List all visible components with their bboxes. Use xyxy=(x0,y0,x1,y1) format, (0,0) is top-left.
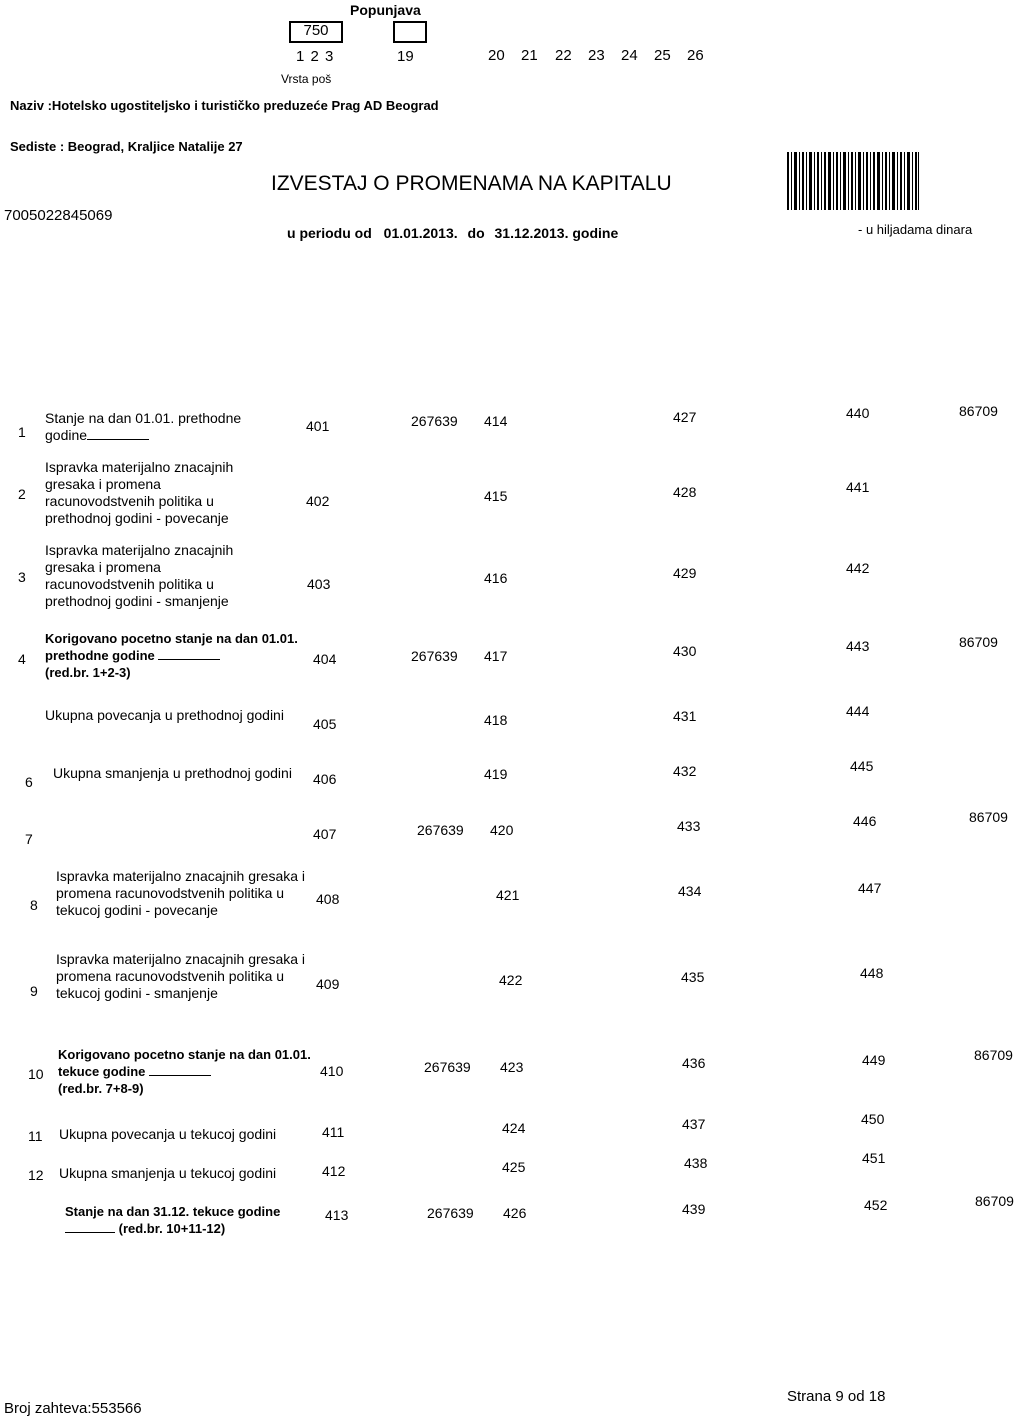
row-label: Ukupna smanjenja u prethodnoj godini xyxy=(53,765,292,781)
period-suffix: godine xyxy=(572,225,619,241)
code-col-3: 451 xyxy=(862,1150,886,1166)
code-col-3: 440 xyxy=(846,405,870,421)
code-col-2: 431 xyxy=(673,708,697,724)
code-col-3: 443 xyxy=(846,638,870,654)
row-number: 7 xyxy=(25,831,33,847)
value-2: 86709 xyxy=(959,403,998,419)
row-label: Ispravka materijalno znacajnih gresaka i promena racunovodstvenih politika u prethodnoj godini - smanjenje xyxy=(45,542,234,609)
row-label xyxy=(45,410,270,444)
col-num: 23 xyxy=(588,47,605,64)
code-col-1: 418 xyxy=(484,712,508,728)
code-col-2: 428 xyxy=(673,484,697,500)
aop-code: 402 xyxy=(306,493,330,509)
code-col-3: 442 xyxy=(846,560,870,576)
code-col-3: 445 xyxy=(850,758,874,774)
row-label: Ispravka materijalno znacajnih gresaka i promena racunovodstvenih politika u tekucoj godini - povecanje xyxy=(56,868,306,918)
code-col-2: 429 xyxy=(673,565,697,581)
blank-line xyxy=(149,1065,211,1076)
col-num: 22 xyxy=(555,47,572,64)
col-num: 26 xyxy=(687,47,704,64)
period-prefix: u periodu od xyxy=(287,225,372,241)
code-col-3: 450 xyxy=(861,1111,885,1127)
value-1: 267639 xyxy=(427,1205,474,1221)
code-col-3: 444 xyxy=(846,703,870,719)
period-do: do xyxy=(467,225,485,241)
code-col-1: 421 xyxy=(496,887,520,903)
code-col-3: 449 xyxy=(862,1052,886,1068)
code-col-2: 437 xyxy=(682,1116,706,1132)
value-1: 267639 xyxy=(417,822,464,838)
code-col-3: 441 xyxy=(846,479,870,495)
row-number: 2 xyxy=(18,486,26,502)
row-label xyxy=(45,630,315,681)
company-name: Naziv :Hotelsko ugostiteljsko i turističko preduzeće Prag AD Beograd xyxy=(10,98,439,113)
row-label-tail: (red.br. 10+11-12) xyxy=(118,1221,226,1236)
value-2: 86709 xyxy=(969,809,1008,825)
top-column-numbers xyxy=(488,47,704,64)
row-label xyxy=(58,1046,318,1097)
code-col-2: 434 xyxy=(678,883,702,899)
row-label-text: Korigovano pocetno stanje na dan 01.01. tekuce godine xyxy=(58,1047,311,1079)
aop-code: 407 xyxy=(313,826,337,842)
code-col-1: 423 xyxy=(500,1059,524,1075)
row-label-text: Korigovano pocetno stanje na dan 01.01. prethodne godine xyxy=(45,631,298,663)
code-col-1: 416 xyxy=(484,570,508,586)
report-title: IZVESTAJ O PROMENAMA NA KAPITALU xyxy=(271,172,672,195)
request-number: Broj zahteva:553566 xyxy=(4,1400,142,1417)
code-col-1: 419 xyxy=(484,766,508,782)
period-from: 01.01.2013. xyxy=(383,225,458,241)
value-2: 86709 xyxy=(959,634,998,650)
row-number: 1 xyxy=(18,424,26,440)
company-seat: Sediste : Beograd, Kraljice Natalije 27 xyxy=(10,139,243,154)
code-col-1: 417 xyxy=(484,648,508,664)
barcode-image xyxy=(786,150,920,212)
value-1: 267639 xyxy=(411,413,458,429)
code-col-1: 414 xyxy=(484,413,508,429)
period-to: 31.12.2013. xyxy=(494,225,569,241)
row-label: Ukupna povecanja u tekucoj godini xyxy=(59,1126,277,1142)
aop-code: 405 xyxy=(313,716,337,732)
col-num: 25 xyxy=(654,47,671,64)
code-col-3: 452 xyxy=(864,1197,888,1213)
aop-code: 410 xyxy=(320,1063,344,1079)
vrsta-label: Vrsta poš xyxy=(281,72,332,86)
value-1: 267639 xyxy=(424,1059,471,1075)
report-period xyxy=(287,225,618,241)
code-col-1: 415 xyxy=(484,488,508,504)
row-label-text: Stanje na dan 01.01. prethodne godine xyxy=(45,410,242,443)
code-col-2: 439 xyxy=(682,1201,706,1217)
aop-code: 413 xyxy=(325,1207,349,1223)
row-number: 4 xyxy=(18,651,26,667)
popunjava-label: Popunjava xyxy=(350,2,421,18)
aop-code: 412 xyxy=(322,1163,346,1179)
code-col-3: 448 xyxy=(860,965,884,981)
aop-code: 409 xyxy=(316,976,340,992)
row-number: 9 xyxy=(30,983,38,999)
row-number: 12 xyxy=(28,1167,44,1183)
aop-code: 403 xyxy=(307,576,331,592)
empty-checkbox[interactable] xyxy=(393,21,427,43)
code-col-2: 438 xyxy=(684,1155,708,1171)
blank-line xyxy=(87,429,149,440)
row-label: Ispravka materijalno znacajnih gresaka i promena racunovodstvenih politika u prethodnoj godini - povecanje xyxy=(45,459,234,526)
row-label: Ukupna smanjenja u tekucoj godini xyxy=(59,1165,277,1181)
code-col-2: 432 xyxy=(673,763,697,779)
row-number: 11 xyxy=(28,1128,43,1144)
code-col-2: 433 xyxy=(677,818,701,834)
top-numbers-left: 1 2 3 xyxy=(296,48,335,65)
aop-code: 404 xyxy=(313,651,337,667)
aop-code: 401 xyxy=(306,418,330,434)
row-number: 3 xyxy=(18,569,26,585)
code-col-2: 436 xyxy=(682,1055,706,1071)
col-num: 21 xyxy=(521,47,538,64)
row-label-tail: (red.br. 7+8-9) xyxy=(58,1081,144,1096)
unit-note: - u hiljadama dinara xyxy=(858,222,973,237)
value-2: 86709 xyxy=(975,1193,1014,1209)
value-1: 267639 xyxy=(411,648,458,664)
row-label-tail: (red.br. 1+2-3) xyxy=(45,665,131,680)
code-col-2: 430 xyxy=(673,643,697,659)
code-col-1: 426 xyxy=(503,1205,527,1221)
col-num: 20 xyxy=(488,47,505,64)
row-label xyxy=(65,1203,325,1237)
aop-code: 406 xyxy=(313,771,337,787)
id-number: 7005022845069 xyxy=(4,207,113,224)
blank-line xyxy=(65,1222,115,1233)
code-col-1: 424 xyxy=(502,1120,526,1136)
row-number: 10 xyxy=(28,1066,44,1082)
col-num: 24 xyxy=(621,47,638,64)
row-label: Ispravka materijalno znacajnih gresaka i promena racunovodstvenih politika u tekucoj godini - smanjenje xyxy=(56,951,306,1001)
top-number-19: 19 xyxy=(397,48,414,65)
code-col-1: 420 xyxy=(490,822,514,838)
code-col-1: 425 xyxy=(502,1159,526,1175)
row-number: 8 xyxy=(30,897,38,913)
value-2: 86709 xyxy=(974,1047,1013,1063)
page-number: Strana 9 od 18 xyxy=(787,1388,886,1405)
aop-code: 408 xyxy=(316,891,340,907)
row-number: 6 xyxy=(25,774,33,790)
code-col-2: 427 xyxy=(673,409,697,425)
code-col-1: 422 xyxy=(499,972,523,988)
blank-line xyxy=(158,649,220,660)
code-col-2: 435 xyxy=(681,969,705,985)
code-col-3: 447 xyxy=(858,880,882,896)
form-code-box: 750 xyxy=(289,21,343,43)
code-col-3: 446 xyxy=(853,813,877,829)
row-label-text: Stanje na dan 31.12. tekuce godine xyxy=(65,1204,281,1219)
aop-code: 411 xyxy=(322,1124,345,1140)
row-label: Ukupna povecanja u prethodnoj godini xyxy=(45,707,284,723)
